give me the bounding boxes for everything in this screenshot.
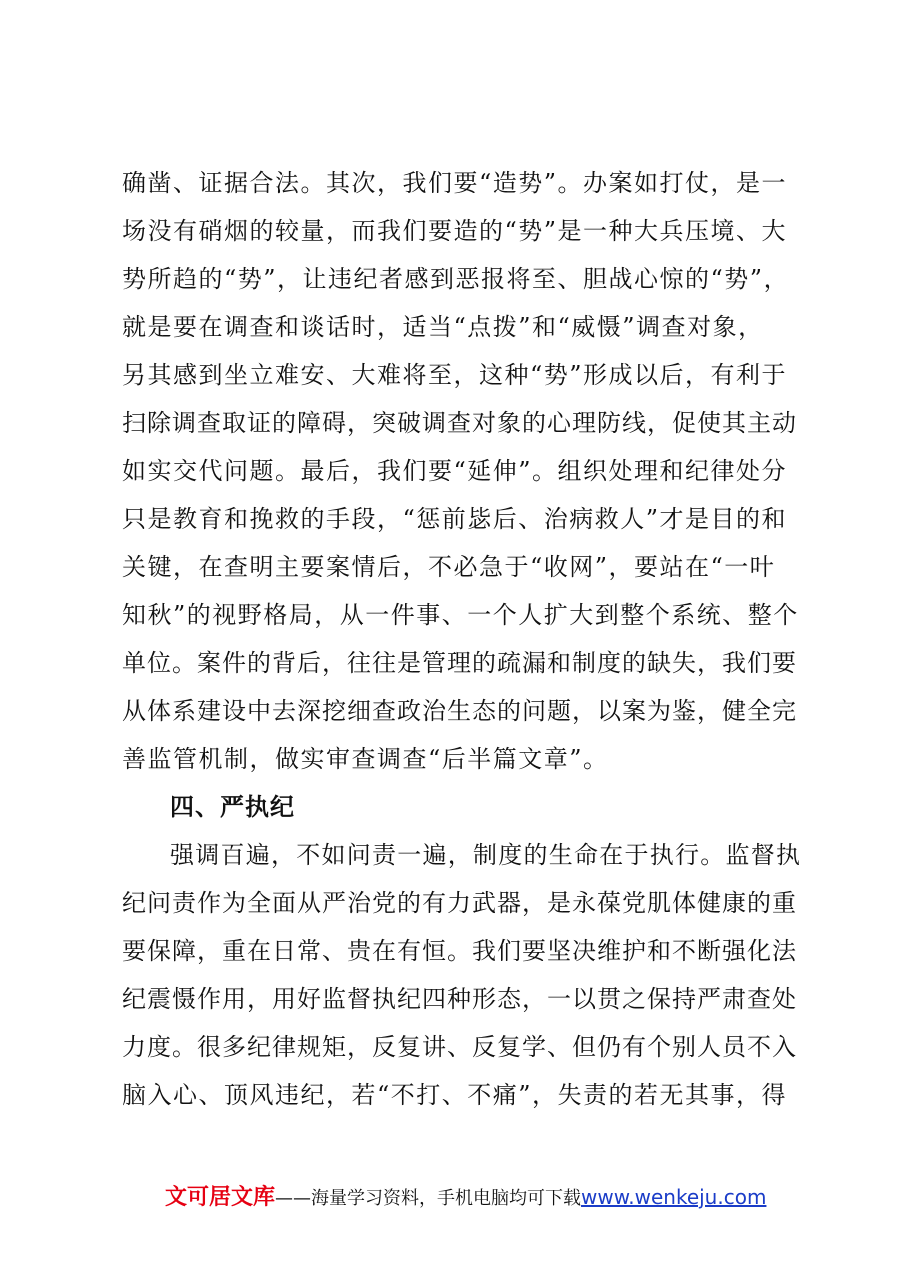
section-heading: 四、严执纪 [170,793,295,821]
body-text-line: 扫除调查取证的障碍，突破调查对象的心理防线，促使其主动 [122,409,797,437]
body-text-line: 如实交代问题。最后，我们要“延伸”。组织处理和纪律处分 [122,457,788,485]
body-text-line: 纪问责作为全面从严治党的有力武器，是永葆党肌体健康的重 [122,889,797,917]
footer-slogan: ——海量学习资料，手机电脑均可下载 [275,1188,582,1209]
body-text-line: 就是要在调查和谈话时，适当“点拨”和“威慑”调查对象， [122,313,764,341]
body-text-line: 脑入心、顶风违纪，若“不打、不痛”，失责的若无其事，得 [122,1081,788,1109]
body-text-line: 关键，在查明主要案情后，不必急于“收网”，要站在“一叶 [122,553,776,581]
body-text-line: 力度。很多纪律规矩，反复讲、反复学、但仍有个别人员不入 [122,1033,797,1061]
body-text-line: 确凿、证据合法。其次，我们要“造势”。办案如打仗，是一 [122,169,788,197]
body-text-line: 场没有硝烟的较量，而我们要造的“势”是一种大兵压境、大 [122,217,788,245]
body-text-line: 从体系建设中去深挖细查政治生态的问题，以案为鉴，健全完 [122,697,797,725]
footer-website-link[interactable]: www.wenkeju.com [581,1185,767,1209]
body-text-line: 善监管机制，做实审查调查“后半篇文章”。 [122,745,609,773]
body-text-line: 势所趋的“势”，让违纪者感到恶报将至、胆战心惊的“势”， [122,265,790,293]
body-text-line: 只是教育和挽救的手段，“惩前毖后、治病救人”才是目的和 [122,505,788,533]
body-text-line: 单位。案件的背后，往往是管理的疏漏和制度的缺失，我们要 [122,649,797,677]
body-text-line: 要保障，重在日常、贵在有恒。我们要坚决维护和不断强化法 [122,937,797,965]
body-text-line: 另其感到坐立难安、大难将至，这种“势”形成以后，有利于 [122,361,788,389]
body-text-line: 强调百遍，不如问责一遍，制度的生命在于执行。监督执 [170,841,802,869]
footer-brand: 文可居文库 [165,1185,276,1210]
body-text-line: 纪震慑作用，用好监督执纪四种形态，一以贯之保持严肃查处 [122,985,797,1013]
body-text-line: 知秋”的视野格局，从一件事、一个人扩大到整个系统、整个 [122,601,799,629]
footer-banner [165,1183,785,1211]
